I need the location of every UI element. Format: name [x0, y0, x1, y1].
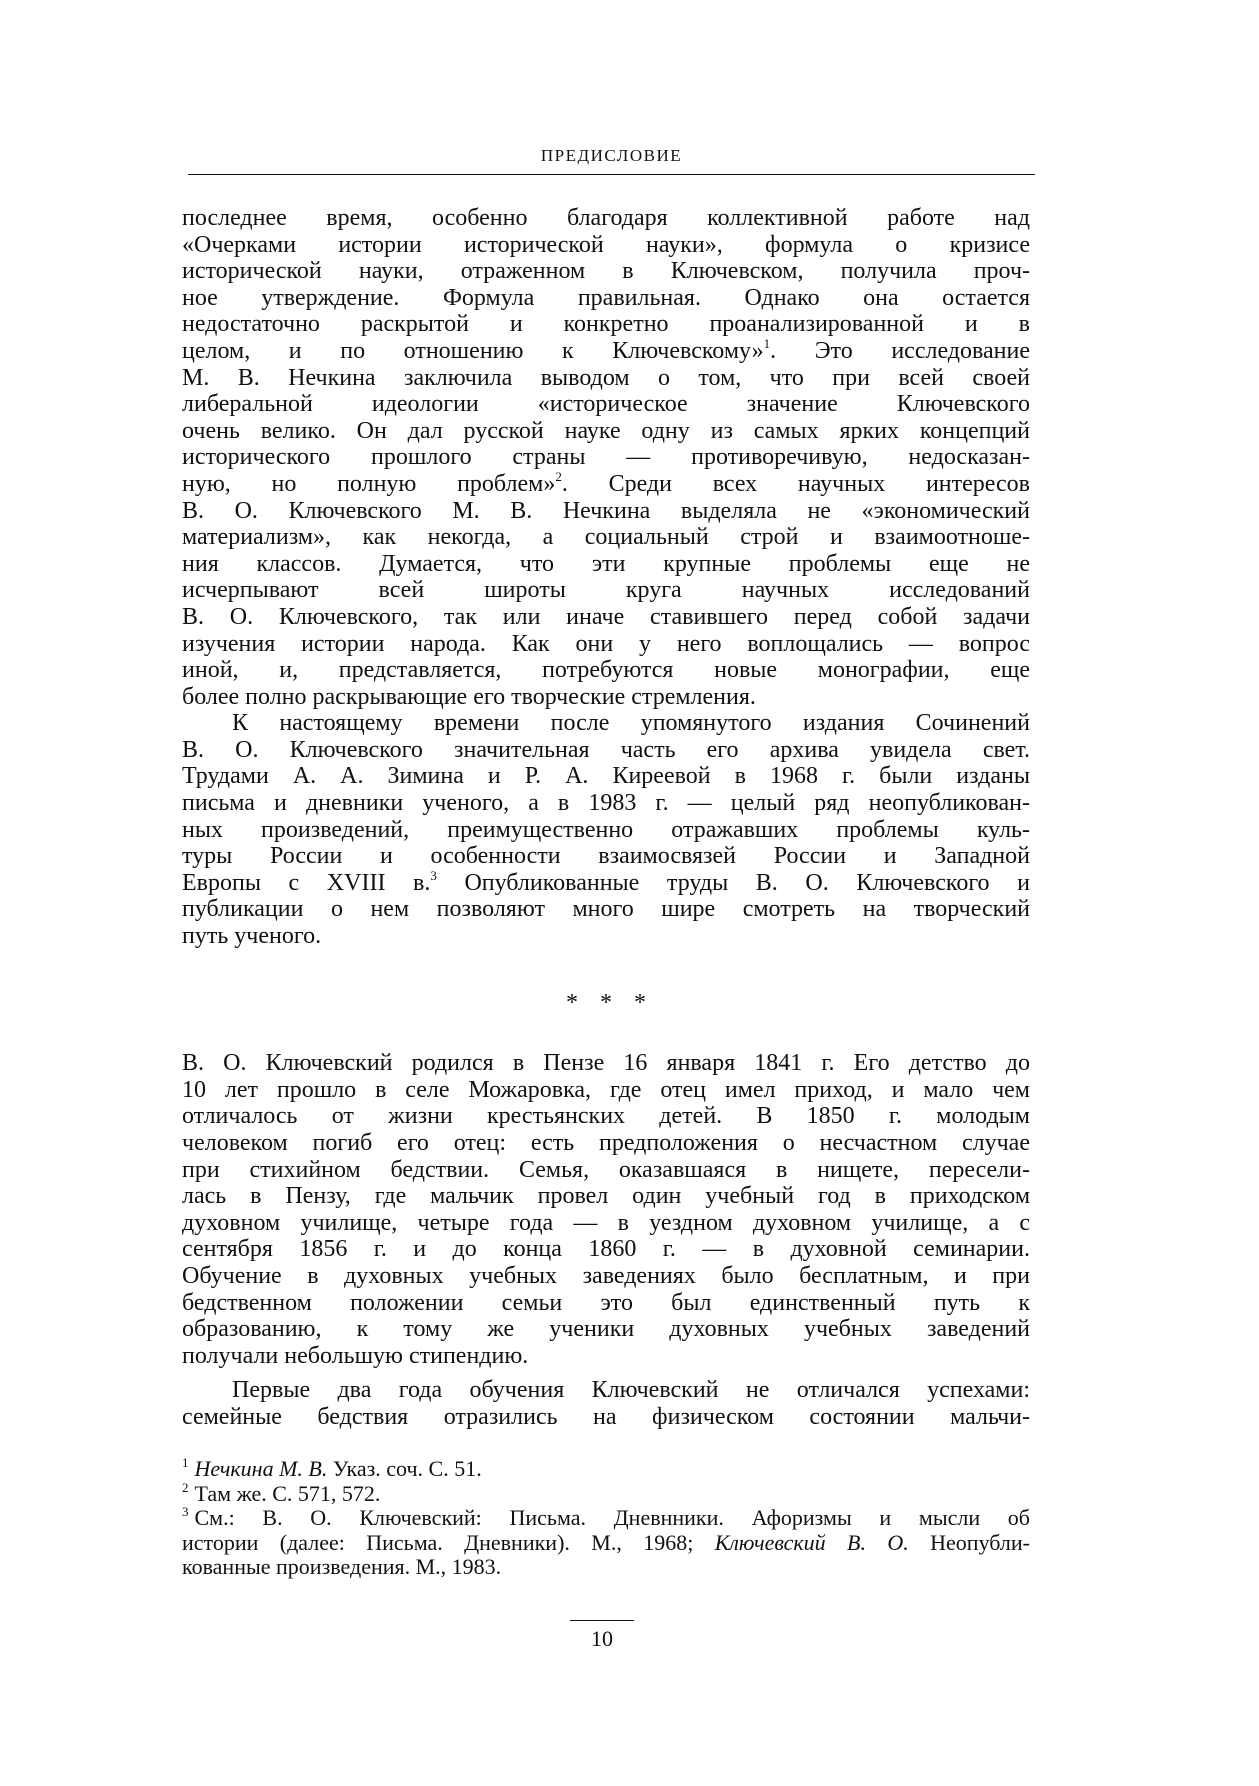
text-line: М. В. Нечкина заключила выводом о том, что при всей своей: [182, 364, 1030, 391]
text-line: исторической науки, отраженном в Ключевском, получила проч-: [182, 258, 1030, 285]
text-line: недостаточно раскрытой и конкретно проанализированной и в: [182, 311, 1030, 338]
text-line: отличалось от жизни крестьянских детей. В 1850 г. молодым: [182, 1103, 1030, 1130]
footnotes: [182, 1457, 1030, 1580]
text-line: образованию, к тому же ученики духовных учебных заведений: [182, 1316, 1030, 1343]
text-line: духовном училище, четыре года — в уездном духовном училище, а с: [182, 1209, 1030, 1236]
footnote-text: Там же. С. 571, 572.: [194, 1480, 381, 1506]
text-line: ное утверждение. Формула правильная. Однако она остается: [182, 284, 1030, 311]
text-fragment: Европы с XVIII в.: [182, 869, 431, 896]
text-fragment: . Среди всех научных интересов: [561, 470, 1031, 497]
text-line: В. О. Ключевский родился в Пензе 16 января 1841 г. Его детство до: [182, 1050, 1030, 1077]
text-fragment: Опубликованные труды В. О. Ключевского и: [436, 869, 1030, 896]
footnote-text: кованные произведения. М., 1983.: [182, 1554, 502, 1580]
footnote-text: Неопубли-: [908, 1529, 1030, 1555]
text-line: изучения истории народа. Как они у него воплощались — вопрос: [182, 630, 1030, 657]
text-line: письма и дневники ученого, а в 1983 г. — целый ряд неопубликован-: [182, 790, 1030, 817]
running-head: ПРЕДИСЛОВИЕ: [540, 146, 683, 165]
text-line: исчерпывают всей широты круга научных исследований: [182, 577, 1030, 604]
footnote-ref: 1: [763, 335, 771, 351]
text-line: В. О. Ключевского, так или иначе ставившего перед собой задачи: [182, 603, 1030, 630]
footnote-mark: 1: [182, 1455, 189, 1470]
text-line: публикации о нем позволяют много шире смотреть на творческий: [182, 896, 1030, 923]
text-line: туры России и особенности взаимосвязей России и Западной: [182, 843, 1030, 870]
text-line: [182, 468, 1031, 498]
section-separator: * * *: [566, 989, 646, 1016]
footnote-ref: 3: [430, 867, 437, 883]
text-line: К настоящему времени после упомянутого издания Сочинений: [232, 710, 1030, 737]
footnote-2: [182, 1479, 1030, 1507]
text-line: бедственном положении семьи это был единственный путь к: [182, 1289, 1030, 1316]
header-rule: [188, 174, 1035, 175]
text-line: получали небольшую стипендию.: [182, 1342, 529, 1369]
text-fragment: ную, но полную проблем»: [182, 470, 556, 497]
footnote-3: [182, 1506, 1030, 1531]
footnote-ref: 2: [555, 468, 562, 484]
text-line: либеральной идеологии «историческое значение Ключевского: [182, 391, 1030, 418]
page-number: 10: [591, 1626, 613, 1651]
text-line: В. О. Ключевского М. В. Нечкина выделяла не «экономический: [182, 497, 1030, 524]
text-line: «Очерками истории исторической науки», формула о кризисе: [182, 231, 1030, 258]
footnote-3-cont: [182, 1531, 1030, 1556]
text-line: Первые два года обучения Ключевский не отличался успехами:: [232, 1377, 1030, 1404]
text-fragment: . Это исследование: [770, 337, 1031, 364]
text-line: [182, 335, 1031, 365]
text-line: иной, и, представляется, потребуются новые монографии, еще: [182, 657, 1030, 684]
text-line: В. О. Ключевского значительная часть его архива увидела свет.: [182, 736, 1030, 763]
text-line: очень велико. Он дал русской науке одну из самых ярких концепций: [182, 417, 1030, 444]
text-line: лась в Пензу, где мальчик провел один учебный год в приходском: [182, 1183, 1030, 1210]
footnote-text: Указ. соч. С. 51.: [327, 1456, 482, 1481]
text-line: последнее время, особенно благодаря коллективной работе над: [182, 205, 1030, 231]
text-fragment: целом, и по отношению к Ключевскому»: [182, 337, 764, 364]
text-line: 10 лет прошло в селе Можаровка, где отец имел приход, и мало чем: [182, 1076, 1030, 1103]
text-line: путь ученого.: [182, 923, 322, 950]
text-line: сентября 1856 г. и до конца 1860 г. — в духовной семинарии.: [182, 1236, 1030, 1263]
main-text: [182, 205, 1030, 1431]
footnote-text: истории (далее: Письма. Дневники). М., 1968;: [182, 1529, 715, 1555]
text-line: семейные бедствия отразились на физическом состоянии мальчи-: [182, 1403, 1030, 1430]
text-line: исторического прошлого страны — противоречивую, недосказан-: [182, 444, 1030, 471]
footnote-author: Ключевский В. О.: [714, 1529, 909, 1555]
footnote-mark: 3: [182, 1504, 189, 1520]
footnote-3-cont: [182, 1555, 1030, 1580]
text-line: при стихийном бедствии. Семья, оказавшаяся в нищете, пересели-: [182, 1156, 1030, 1183]
footnote-text: См.: В. О. Ключевский: Письма. Дневнники. Афоризмы и мысли об: [194, 1505, 1030, 1531]
text-line: более полно раскрывающие его творческие стремления.: [182, 683, 756, 710]
text-line: ных произведений, преимущественно отражавших проблемы куль-: [182, 816, 1030, 843]
footnote-mark: 2: [182, 1479, 189, 1495]
text-line: Трудами А. А. Зимина и Р. А. Киреевой в 1968 г. были изданы: [182, 763, 1030, 790]
text-line: [182, 867, 1030, 897]
text-line: Обучение в духовных учебных заведениях было бесплатным, и при: [182, 1262, 1030, 1289]
footnote-1: [182, 1457, 1030, 1482]
text-line: материализм», как некогда, а социальный строй и взаимоотноше-: [182, 524, 1030, 551]
paragraph-gap: [182, 1369, 1030, 1377]
page-number-rule: [570, 1620, 634, 1621]
text-line: человеком погиб его отец: есть предположения о несчастном случае: [182, 1130, 1030, 1156]
text-line: ния классов. Думается, что эти крупные проблемы еще не: [182, 550, 1030, 577]
footnote-author: Нечкина М. В.: [194, 1456, 328, 1481]
